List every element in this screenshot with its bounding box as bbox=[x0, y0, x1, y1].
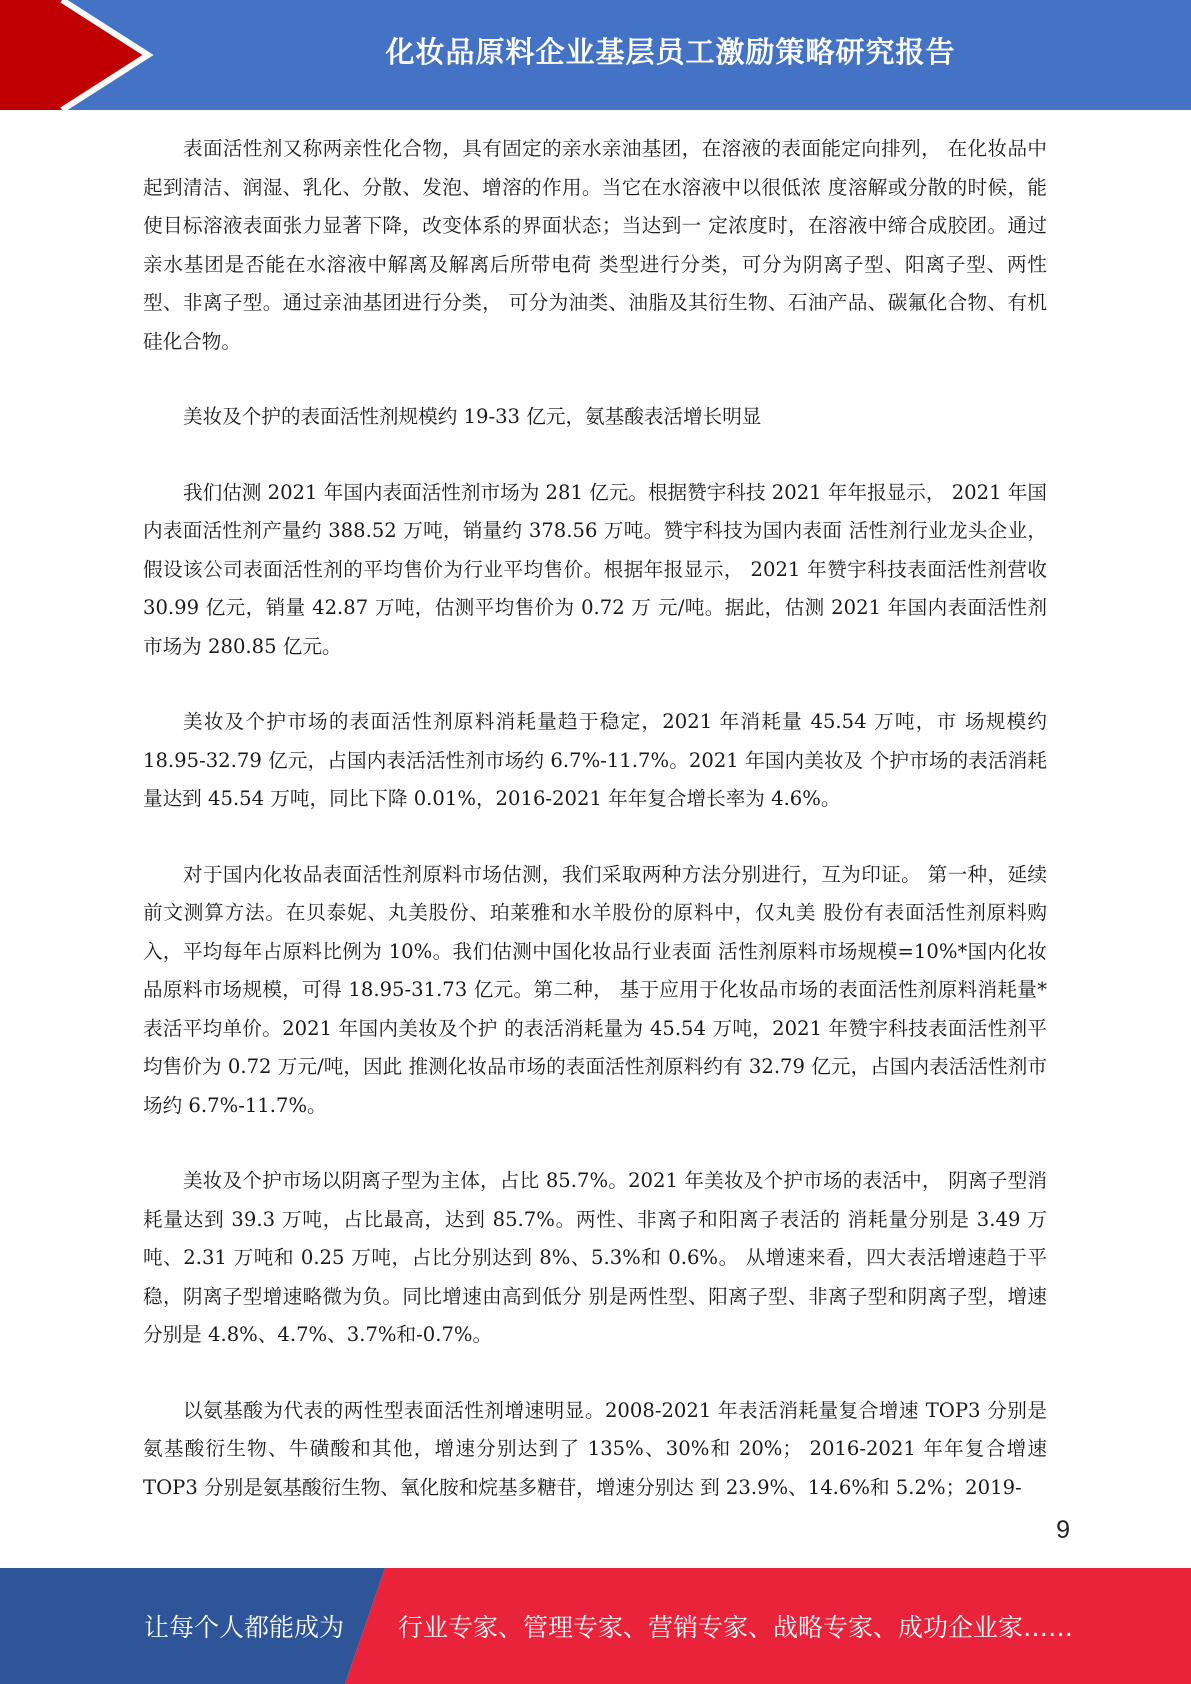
footer-slogan-right: 行业专家、管理专家、营销专家、战略专家、成功企业家…… bbox=[398, 1613, 1074, 1642]
header-band bbox=[0, 0, 1191, 110]
report-title: 化妆品原料企业基层员工激励策略研究报告 bbox=[385, 34, 956, 69]
footer-band bbox=[0, 1568, 1191, 1684]
page-number: 9 bbox=[1056, 1516, 1070, 1544]
paragraph-estimation-methods: 对于国内化妆品表面活性剂原料市场估测，我们采取两种方法分别进行，互为印证。 第一种，延续前文测算方法。在贝泰妮、丸美股份、珀莱雅和水羊股份的原料中，仅丸美 股份有表面活性剂原料购入，平均每年占原料比例为 10%。我们估测中国化妆品行业表面 活性剂原料市场规模=10%*国内化妆品原料市场规模，可得 18.95-31.73 亿元。第二种， 基于应用于化妆品市场的表面活性剂原料消耗量*表活平均单价。2021 年国内美妆及个护 的表活消耗量为 45.54 万吨，2021 年赞宇科技表面活性剂平均售价为 0.72 万元/吨，因此 推测化妆品市场的表面活性剂原料约有 32.79 亿元，占国内表活活性剂市场约 6.7%-11.7%。 bbox=[143, 862, 1047, 1117]
body-text bbox=[143, 130, 1047, 1544]
paragraph-consumption: 美妆及个护市场的表面活性剂原料消耗量趋于稳定，2021 年消耗量 45.54 万吨，市 场规模约 18.95-32.79 亿元，占国内表活活性剂市场约 6.7%-11.7%。2021 年国内美妆及 个护市场的表活消耗量达到 45.54 万吨，同比下降 0.01%，2016-2021 年年复合增长率为 4.6%。 bbox=[143, 710, 1047, 810]
paragraph-anionic-share: 美妆及个护市场以阴离子型为主体，占比 85.7%。2021 年美妆及个护市场的表活中， 阴离子型消耗量达到 39.3 万吨，占比最高，达到 85.7%。两性、非离子和阳离子表活的 消耗量分别是 3.49 万吨、2.31 万吨和 0.25 万吨，占比分别达到 8%、5.3%和 0.6%。 从增速来看，四大表活增速趋于平稳，阴离子型增速略微为负。同比增速由高到低分 别是两性型、阳离子型、非离子型和阴离子型，增速分别是 4.8%、4.7%、3.7%和-0.7%。 bbox=[143, 1169, 1047, 1346]
paragraph-market-estimate: 我们估测 2021 年国内表面活性剂市场为 281 亿元。根据赞宇科技 2021 年年报显示， 2021 年国内表面活性剂产量约 388.52 万吨，销量约 378.56 万吨。赞宇科技为国内表面 活性剂行业龙头企业，假设该公司表面活性剂的平均售价为行业平均售价。根据年报显示， 2021 年赞宇科技表面活性剂营收 30.99 亿元，销量 42.87 万吨，估测平均售价为 0.72 万 元/吨。据此，估测 2021 年国内表面活性剂市场为 280.85 亿元。 bbox=[143, 480, 1047, 658]
section-subheading: 美妆及个护的表面活性剂规模约 19-33 亿元，氨基酸表活增长明显 bbox=[183, 405, 762, 428]
paragraph-amino-acid-growth: 以氨基酸为代表的两性型表面活性剂增速明显。2008-2021 年表活消耗量复合增速 TOP3 分别是氨基酸衍生物、牛磺酸和其他，增速分别达到了 135%、30%和 20%； 2016-2021 年年复合增速 TOP3 分别是氨基酸衍生物、氧化胺和烷基多糖苷，增速分别达 到 23.9%、14.6%和 5.2%；2019- bbox=[143, 1398, 1047, 1499]
footer-slogan-left: 让每个人都能成为 bbox=[144, 1613, 345, 1642]
paragraph-surfactant-definition: 表面活性剂又称两亲性化合物，具有固定的亲水亲油基团，在溶液的表面能定向排列， 在化妆品中起到清洁、润湿、乳化、分散、发泡、增溶的作用。当它在水溶液中以很低浓 度溶解或分散的时候，能使目标溶液表面张力显著下降，改变体系的界面状态；当达到一 定浓度时，在溶液中缔合成胶团。通过亲水基团是否能在水溶液中解离及解离后所带电荷 类型进行分类，可分为阴离子型、阳离子型、两性型、非离子型。通过亲油基团进行分类， 可分为油类、油脂及其衍生物、石油产品、碳氟化合物、有机硅化合物。 bbox=[143, 137, 1047, 353]
